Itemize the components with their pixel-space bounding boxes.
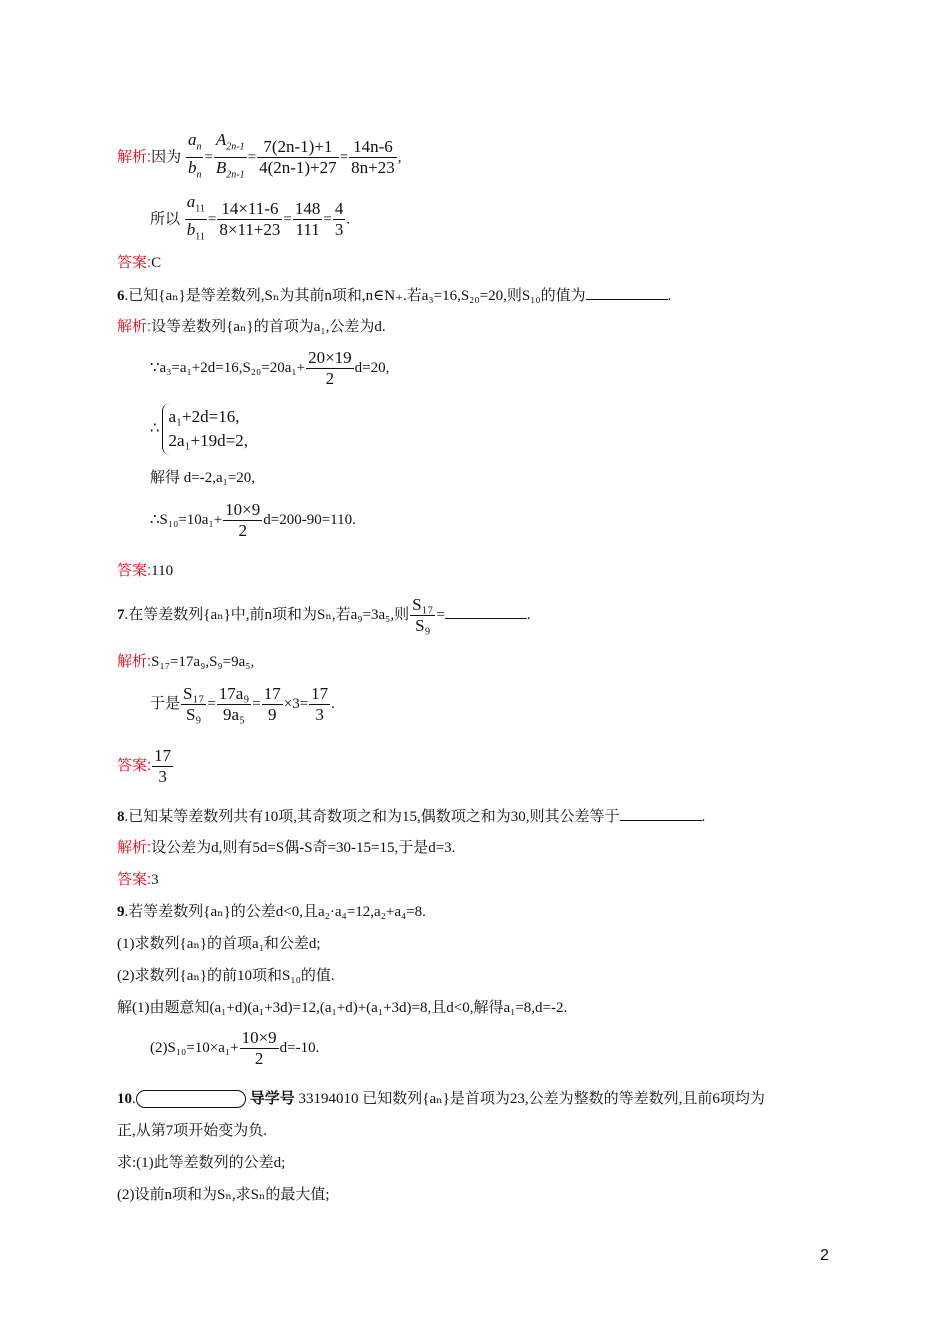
fraction: $\frac{\text{17a₉}}{\text{9a₅}}$ — [218, 684, 250, 724]
q10-part2: (2)设前n项和为Sₙ,求Sₙ的最大值; — [117, 1187, 330, 1203]
fraction: $\frac{17}{3}$ — [311, 684, 329, 724]
answer-blank — [620, 806, 702, 821]
q9-part1: (1)求数列{aₙ}的首项a₁和公差d; — [117, 936, 321, 952]
fraction: $\frac{\text{S₁₇}}{\text{S₉}}$ — [412, 595, 434, 635]
question-6: 6.已知{aₙ}是等差数列,Sₙ为其前n项和,n∈N₊.若a₃=16,S₂₀=20,则S₁₀的值为 . — [117, 285, 671, 306]
q6-line3: 解得 d=-2,a₁=20, — [150, 470, 256, 486]
fraction: $\frac{a_{11}}{b_{11}}$ — [185, 192, 207, 248]
question-9: 9.若等差数列{aₙ}的公差d<0,且a₂·a₄=12,a₂+a₄=8. — [117, 904, 426, 920]
q10-line2: 正,从第7项开始变为负. — [117, 1123, 268, 1139]
q9-solution2: (2)S₁₀=10×a₁+ $\frac{10\times 9}{2}$ d=-10. — [150, 1028, 320, 1068]
question-7: 7.在等差数列{aₙ}中,前n项和为Sₙ,若a₉=3a₅,则 $\frac{\text{S₁₇}}{\text{S₉}}$ = . — [117, 595, 531, 635]
fraction: $\frac{10\times 9}{2}$ — [241, 1028, 277, 1068]
fraction: $\frac{14\times 11-6}{8\times 11+23}$ — [219, 199, 281, 240]
q10-part1: 求:(1)此等差数列的公差d; — [117, 1155, 286, 1171]
answer-6: 答案:110 — [117, 562, 174, 579]
q6-line1: ∵a₃=a₁+2d=16,S₂₀=20a₁+ $\frac{20\times 19}{2}$ d=20, — [150, 348, 390, 388]
fraction: $\frac{4}{3}$ — [334, 199, 344, 240]
guide-badge — [136, 1090, 246, 1108]
answer-blank — [445, 604, 527, 619]
answer-7: 答案: $\frac{17}{3}$ — [117, 746, 172, 786]
fraction: $\frac{17}{9}$ — [263, 684, 281, 724]
solution-s1-line1: 解析:因为 $\frac{a_n}{b_n}$ = $\frac{A_{2n-1}}{B_{2n-1}}$ = $\frac{7(2n-1)+1}{4(2n-1)+27}$ = $\frac{14n-6}{8n+23}$ , — [117, 130, 402, 186]
fraction: $\frac{14n-6}{8n+23}$ — [351, 137, 395, 178]
q6-line4: ∴S₁₀=10a₁+ $\frac{10\times 9}{2}$ d=200-90=110. — [150, 500, 356, 540]
fraction: $\frac{20\times 19}{2}$ — [308, 348, 352, 388]
q7-line2: 于是 $\frac{\text{S₁₇}}{\text{S₉}}$ = $\frac{\text{17a₉}}{\text{9a₅}}$ = $\frac{17}{9}$ ×3= $\frac{17}{3}$ . — [150, 684, 335, 724]
q7-jiexi: 解析:S₁₇=17a₉,S₉=9a₅, — [117, 653, 255, 670]
question-10: 10. 导学号 33194010 已知数列{aₙ}是首项为23,公差为整数的等差数列,且前6项均为 — [117, 1091, 765, 1107]
fraction: $\frac{10\times 9}{2}$ — [225, 500, 261, 540]
page-number: 2 — [820, 1247, 829, 1264]
answer-s1: 答案:C — [117, 254, 162, 271]
answer-8: 答案:3 — [117, 871, 159, 888]
fraction: $\frac{148}{111}$ — [294, 199, 321, 240]
solution-s1-line2: 所以 $\frac{a_{11}}{b_{11}}$ = $\frac{14\times 11-6}{8\times 11+23}$ = $\frac{148}{111}$ = $\frac{4}{3}$ . — [150, 192, 350, 248]
fraction: $\frac{\text{S₁₇}}{\text{S₉}}$ — [183, 684, 205, 724]
q8-jiexi: 解析:设公差为d,则有5d=S偶-S奇=30-15=15,于是d=3. — [117, 839, 456, 856]
q6-system: ∴ a₁+2d=16, 2a₁+19d=2, — [150, 403, 248, 455]
fraction: $\frac{a_n}{b_n}$ — [186, 130, 204, 186]
q9-solution1: 解(1)由题意知(a₁+d)(a₁+3d)=12,(a₁+d)+(a₁+3d)=8,且d<0,解得a₁=8,d=-2. — [117, 1000, 568, 1016]
jiexi-label: 解析: — [117, 148, 152, 166]
q9-part2: (2)求数列{aₙ}的前10项和S₁₀的值. — [117, 968, 335, 984]
question-8: 8.已知某等差数列共有10项,其奇数项之和为15,偶数项之和为30,则其公差等于 . — [117, 806, 705, 827]
answer-blank — [586, 285, 668, 300]
fraction: $\frac{7(2n-1)+1}{4(2n-1)+27}$ — [259, 137, 337, 178]
q6-jiexi: 解析:设等差数列{aₙ}的首项为a₁,公差为d. — [117, 318, 386, 335]
equation-system: a₁+2d=16, 2a₁+19d=2, — [162, 403, 248, 455]
fraction: $\frac{17}{3}$ — [154, 746, 172, 786]
fraction: $\frac{A_{2n-1}}{B_{2n-1}}$ — [214, 130, 247, 186]
